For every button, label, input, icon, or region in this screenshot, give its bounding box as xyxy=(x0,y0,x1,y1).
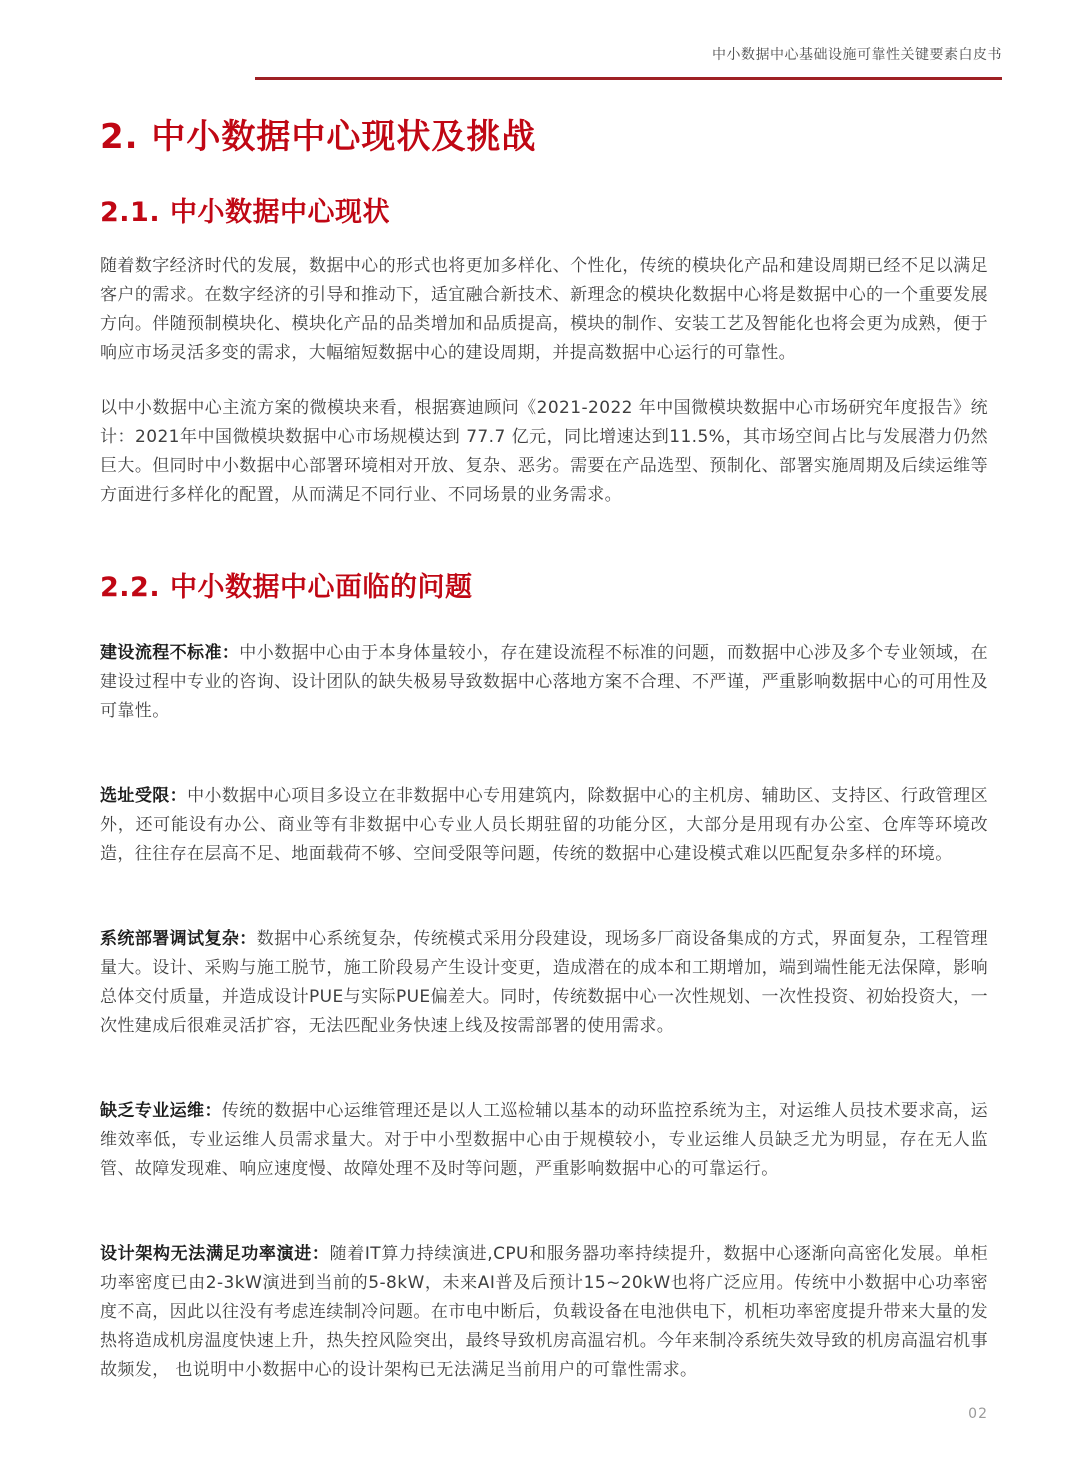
problem-label: 系统部署调试复杂： xyxy=(100,928,257,949)
problem-label: 建设流程不标准： xyxy=(100,642,240,663)
header-title: 中小数据中心基础设施可靠性关键要素白皮书 xyxy=(712,47,1002,63)
section-2-title: 2.2. 中小数据中心面临的问题 xyxy=(100,571,473,603)
problem-paragraph xyxy=(100,1097,988,1184)
problem-text: 中小数据中心项目多设立在非数据中心专用建筑内，除数据中心的主机房、辅助区、支持区、行政管理区外，还可能设有办公、商业等有非数据中心专业人员长期驻留的功能分区，大部分是用现有办公室、仓库等环境改造，往往存在层高不足、地面载荷不够、空间受限等问题，传统的数据中心建设模式难以匹配复杂多样的环境。 xyxy=(100,785,988,864)
problem-paragraph xyxy=(100,782,988,869)
problem-text: 数据中心系统复杂，传统模式采用分段建设，现场多厂商设备集成的方式，界面复杂，工程管理量大。设计、采购与施工脱节，施工阶段易产生设计变更，造成潜在的成本和工期增加，端到端性能无法保障，影响总体交付质量，并造成设计PUE与实际PUE偏差大。同时，传统数据中心一次性规划、一次性投资、初始投资大，一次性建成后很难灵活扩容，无法匹配业务快速上线及按需部署的使用需求。 xyxy=(100,928,988,1036)
page-content xyxy=(100,116,988,1441)
problem-paragraph xyxy=(100,925,988,1041)
page-number: 02 xyxy=(968,1406,988,1422)
problem-paragraph xyxy=(100,1240,988,1385)
section-1-paragraph-1: 随着数字经济时代的发展，数据中心的形式也将更加多样化、个性化，传统的模块化产品和建设周期已经不足以满足客户的需求。在数字经济的引导和推动下，适宜融合新技术、新理念的模块化数据中心将是数据中心的一个重要发展方向。伴随预制模块化、模块化产品的品类增加和品质提高，模块的制作、安装工艺及智能化也将会更为成熟，便于响应市场灵活多变的需求，大幅缩短数据中心的建设周期，并提高数据中心运行的可靠性。 xyxy=(100,255,988,363)
problem-label: 选址受限： xyxy=(100,785,188,806)
section-1-title: 2.1. 中小数据中心现状 xyxy=(100,196,390,228)
problem-text: 传统的数据中心运维管理还是以人工巡检辅以基本的动环监控系统为主，对运维人员技术要求高，运维效率低，专业运维人员需求量大。对于中小型数据中心由于规模较小，专业运维人员缺乏尤为明显，存在无人监管、故障发现难、响应速度慢、故障处理不及时等问题，严重影响数据中心的可靠运行。 xyxy=(100,1100,988,1179)
problem-text: 中小数据中心由于本身体量较小，存在建设流程不标准的问题，而数据中心涉及多个专业领域，在建设过程中专业的咨询、设计团队的缺失极易导致数据中心落地方案不合理、不严谨，严重影响数据中心的可用性及可靠性。 xyxy=(100,642,988,721)
page-header xyxy=(255,44,1002,80)
problem-label: 设计架构无法满足功率演进： xyxy=(100,1243,330,1264)
problem-label: 缺乏专业运维： xyxy=(100,1100,222,1121)
main-title: 2. 中小数据中心现状及挑战 xyxy=(100,117,537,157)
problem-text: 随着IT算力持续演进,CPU和服务器功率持续提升，数据中心逐渐向高密化发展。单柜功率密度已由2-3kW演进到当前的5-8kW，未来AI普及后预计15~20kW也将广泛应用。传统中小数据中心功率密度不高，因此以往没有考虑连续制冷问题。在市电中断后，负载设备在电池供电下，机柜功率密度提升带来大量的发热将造成机房温度快速上升，热失控风险突出，最终导致机房高温宕机。今年来制冷系统失效导致的机房高温宕机事故频发， 也说明中小数据中心的设计架构已无法满足当前用户的可靠性需求。 xyxy=(100,1243,989,1380)
section-1-paragraph-2: 以中小数据中心主流方案的微模块来看，根据赛迪顾问《2021-2022 年中国微模块数据中心市场研究年度报告》统计：2021年中国微模块数据中心市场规模达到 77.7 亿元，同比增速达到11.5%，其市场空间占比与发展潜力仍然巨大。但同时中小数据中心部署环境相对开放、复杂、恶劣。需要在产品选型、预制化、部署实施周期及后续运维等方面进行多样化的配置，从而满足不同行业、不同场景的业务需求。 xyxy=(100,397,988,505)
problem-paragraph xyxy=(100,639,988,726)
